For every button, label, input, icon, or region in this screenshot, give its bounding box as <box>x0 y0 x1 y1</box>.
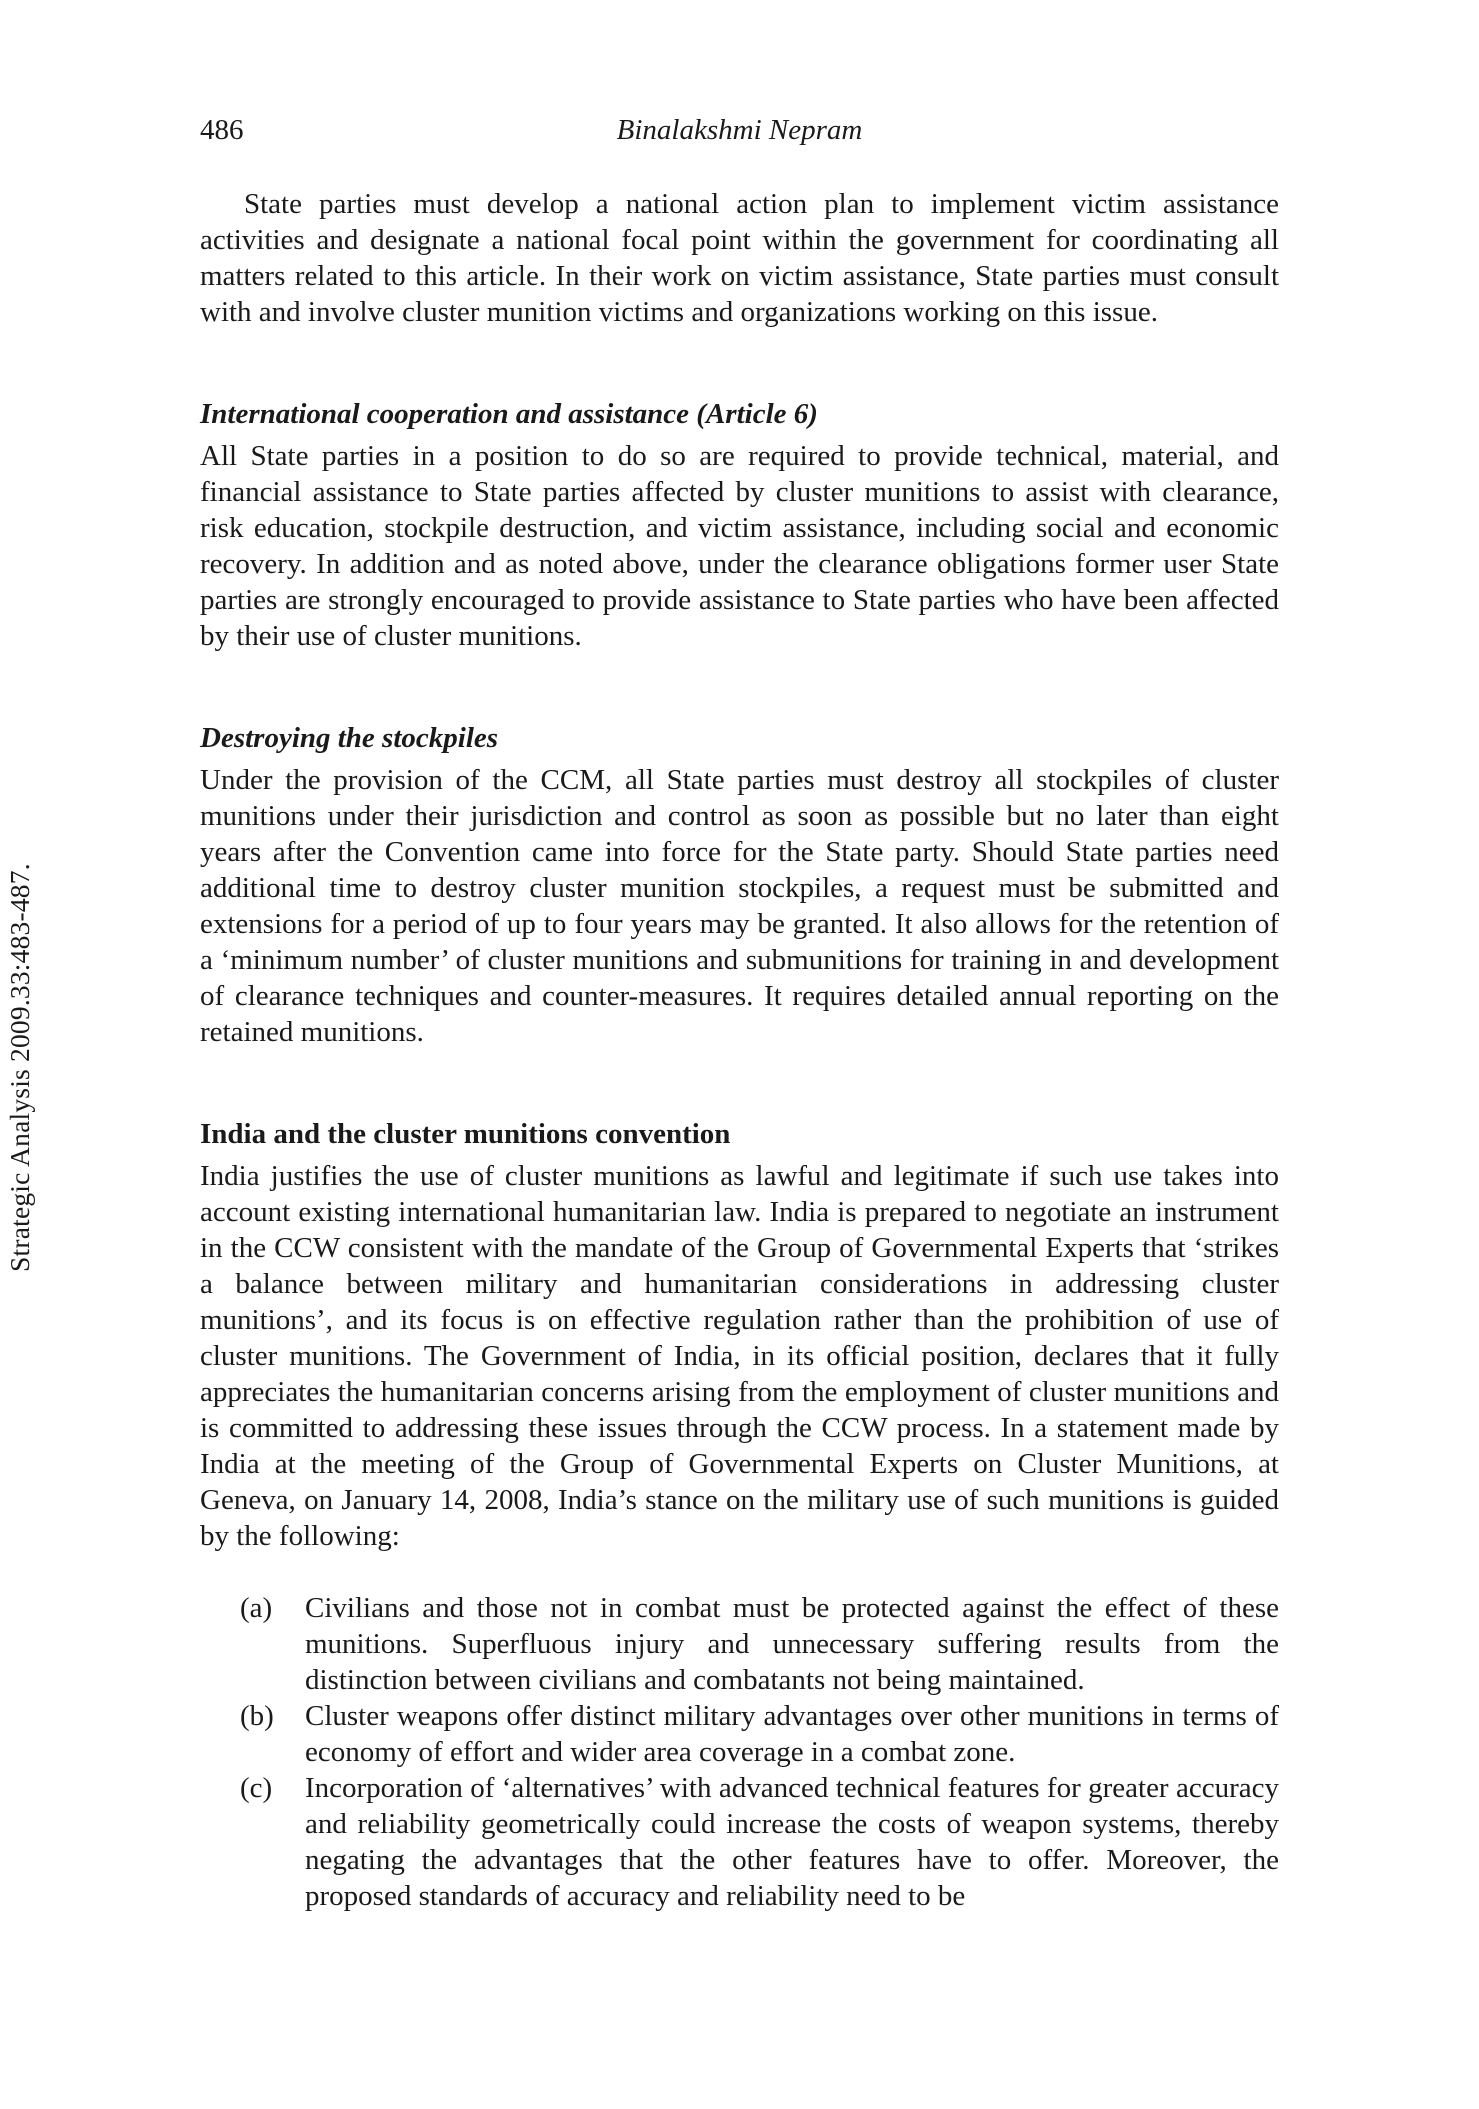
intro-paragraph: State parties must develop a national action plan to implement victim assistance activities and designate a national focal point within the government for coordinating all matters related to this article. In their work on victim assistance, State parties must consult with and involve cluster munition victims and organizations working on this issue. <box>200 188 1279 328</box>
running-head <box>200 114 1279 154</box>
list-item-text: Cluster weapons offer distinct military advantages over other munitions in terms of economy of effort and wider area coverage in a combat zone. <box>305 1700 1279 1768</box>
list-item-text: Civilians and those not in combat must be protected against the effect of these munitions. Superfluous injury and unnecessary suffering results from the distinction between civilians and combatants not being maintained. <box>305 1592 1279 1696</box>
list-item-text: Incorporation of ‘alternatives’ with advanced technical features for greater accuracy and reliability geometrically could increase the costs of weapon systems, thereby negating the advantages that the other features have to offer. Moreover, the proposed standards of accuracy and reliability need to be <box>305 1772 1279 1912</box>
heading-destroying-stockpiles: Destroying the stockpiles <box>200 722 499 754</box>
page-number: 486 <box>200 114 244 146</box>
running-head-author: Binalakshmi Nepram <box>616 114 863 146</box>
list-marker: (c) <box>240 1772 273 1804</box>
list-item <box>200 1770 1279 1914</box>
article-body <box>200 186 1279 1914</box>
stockpiles-paragraph: Under the provision of the CCM, all State parties must destroy all stockpiles of cluster munitions under their jurisdiction and control as soon as possible but no later than eight years after the Convention came into force for the State party. Should State parties need additional time to destroy cluster munition stockpiles, a request must be submitted and extensions for a period of up to four years may be granted. It also allows for the retention of a ‘minimum number’ of cluster munitions and submunitions for training in and development of clearance techniques and counter-measures. It requires detailed annual reporting on the retained munitions. <box>200 764 1279 1048</box>
cooperation-paragraph: All State parties in a position to do so are required to provide technical, material, and financial assistance to State parties affected by cluster munitions to assist with clearance, risk education, stockpile destruction, and victim assistance, including social and economic recovery. In addition and as noted above, under the clearance obligations former user State parties are strongly encouraged to provide assistance to State parties who have been affected by their use of cluster munitions. <box>200 440 1279 652</box>
list-item <box>200 1590 1279 1698</box>
india-stance-list <box>200 1590 1279 1914</box>
heading-international-cooperation: International cooperation and assistance (Article 6) <box>200 398 818 430</box>
list-item <box>200 1698 1279 1770</box>
list-marker: (a) <box>240 1592 273 1624</box>
heading-india-convention: India and the cluster munitions convention <box>200 1118 731 1150</box>
list-marker: (b) <box>240 1700 274 1732</box>
india-paragraph: India justifies the use of cluster munitions as lawful and legitimate if such use takes into account existing international humanitarian law. India is prepared to negotiate an instrument in the CCW consistent with the mandate of the Group of Governmental Experts that ‘strikes a balance between military and humanitarian considerations in addressing cluster munitions’, and its focus is on effective regulation rather than the prohibition of use of cluster munitions. The Government of India, in its official position, declares that it fully appreciates the humanitarian concerns arising from the employment of cluster munitions and is committed to addressing these issues through the CCW process. In a statement made by India at the meeting of the Group of Governmental Experts on Cluster Munitions, at Geneva, on January 14, 2008, India’s stance on the military use of such munitions is guided by the following: <box>200 1160 1279 1552</box>
side-citation: Strategic Analysis 2009.33:483-487. <box>4 863 35 1272</box>
